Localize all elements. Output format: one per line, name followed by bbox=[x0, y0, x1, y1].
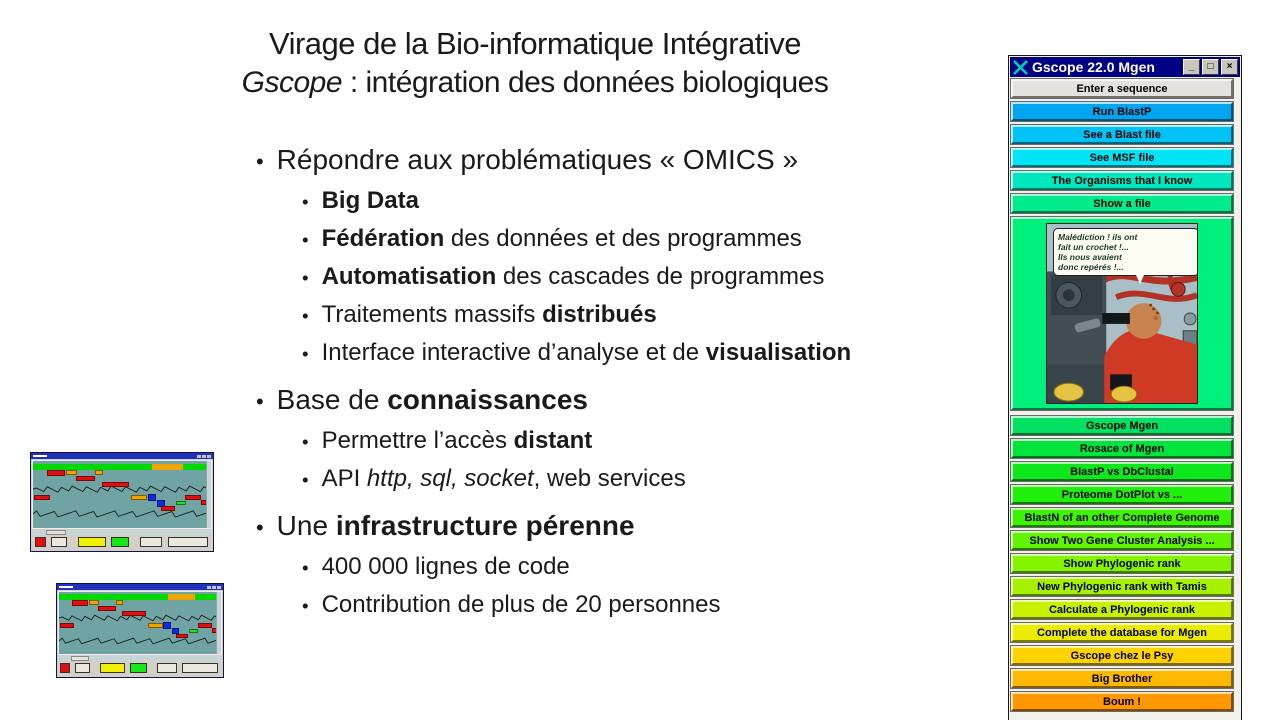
annotation-box-red[interactable] bbox=[161, 506, 174, 511]
bullet-text: Fédération des données et des programmes bbox=[321, 225, 802, 252]
bullet-marker: • bbox=[302, 229, 309, 250]
bullet-text: Base de connaissances bbox=[276, 384, 588, 415]
bullet-text: Interface interactive d’analyse et de visualisation bbox=[321, 339, 852, 366]
gscope-button-show-phylogenic-rank[interactable]: Show Phylogenic rank bbox=[1011, 554, 1233, 573]
bullet-marker: • bbox=[302, 343, 309, 364]
slide-title bbox=[185, 24, 885, 102]
gscope-button-big-brother[interactable]: Big Brother bbox=[1011, 669, 1233, 688]
gscope-button-calculate-a-phylogenic-rank[interactable]: Calculate a Phylogenic rank bbox=[1011, 600, 1233, 619]
gscope-button-proteome-dotplot-vs[interactable]: Proteome DotPlot vs ... bbox=[1011, 485, 1233, 504]
annotation-box-orange[interactable] bbox=[148, 623, 163, 628]
bullet-text: Répondre aux problématiques « OMICS » bbox=[276, 144, 799, 175]
mini-window-controls[interactable] bbox=[196, 455, 211, 458]
legend-button-2[interactable] bbox=[100, 663, 125, 673]
annotation-box-red[interactable] bbox=[76, 476, 96, 481]
gscope-button-blastn-of-an-other-complete-genome[interactable]: BlastN of an other Complete Genome bbox=[1011, 508, 1233, 527]
annotation-box-red[interactable] bbox=[102, 482, 129, 487]
annotation-box-blue[interactable] bbox=[163, 622, 170, 629]
gscope-button-enter-a-sequence[interactable]: Enter a sequence bbox=[1011, 79, 1233, 98]
gscope-button-see-msf-file[interactable]: See MSF file bbox=[1011, 148, 1233, 167]
annotation-box-red[interactable] bbox=[60, 623, 75, 628]
x-logo-icon bbox=[1012, 60, 1029, 75]
annotation-box-orange[interactable] bbox=[116, 600, 123, 605]
bullet-item bbox=[256, 182, 996, 220]
annotation-box-red[interactable] bbox=[122, 611, 146, 616]
annotation-box-green[interactable] bbox=[189, 629, 198, 633]
bullet-text: Traitements massifs distribués bbox=[321, 301, 657, 328]
bullet-item bbox=[256, 422, 996, 460]
annotation-box-red[interactable] bbox=[98, 606, 116, 611]
vertical-scrollbar[interactable] bbox=[206, 461, 211, 528]
legend-button-2[interactable] bbox=[78, 537, 105, 547]
scrollbar-thumb[interactable] bbox=[46, 530, 66, 535]
legend-button-4[interactable] bbox=[140, 537, 162, 547]
mini-titlebar[interactable] bbox=[31, 453, 213, 459]
annotation-box-red[interactable] bbox=[185, 495, 201, 500]
mini-title-text bbox=[59, 586, 73, 588]
bullet-text: Permettre l’accès distant bbox=[321, 427, 593, 454]
legend-row bbox=[31, 536, 213, 549]
genome-map-window-1 bbox=[30, 452, 214, 552]
bullet-item bbox=[256, 460, 996, 498]
bubble-line: Ils nous avaient bbox=[1058, 252, 1122, 262]
gscope-button-rosace-of-mgen[interactable]: Rosace of Mgen bbox=[1011, 439, 1233, 458]
gscope-window bbox=[1008, 55, 1242, 720]
genome-map-window-2 bbox=[56, 583, 224, 678]
gscope-button-show-two-gene-cluster-analysis[interactable]: Show Two Gene Cluster Analysis ... bbox=[1011, 531, 1233, 550]
annotation-box-orange[interactable] bbox=[95, 470, 103, 475]
bullet-item bbox=[256, 140, 996, 182]
bullet-marker: • bbox=[302, 595, 309, 616]
bullet-marker: • bbox=[256, 515, 264, 540]
bullet-text: 400 000 lignes de code bbox=[321, 553, 570, 580]
bullet-marker: • bbox=[302, 557, 309, 578]
title-gscope: Gscope bbox=[241, 66, 342, 99]
bubble-line: donc repérés !... bbox=[1058, 262, 1124, 272]
mini-title-text bbox=[33, 455, 47, 457]
genome-canvas bbox=[32, 460, 212, 529]
legend-button-5[interactable] bbox=[168, 537, 208, 547]
bullet-item bbox=[256, 548, 996, 586]
bullet-marker: • bbox=[302, 191, 309, 212]
bubble-line: fait un crochet !... bbox=[1058, 242, 1129, 252]
vertical-scrollbar[interactable] bbox=[216, 592, 221, 654]
gscope-button-show-a-file[interactable]: Show a file bbox=[1011, 194, 1233, 213]
annotation-box-orange[interactable] bbox=[66, 470, 77, 475]
annotation-box-orange[interactable] bbox=[89, 600, 99, 605]
gscope-bottom-buttons bbox=[1009, 414, 1241, 711]
annotation-box-orange[interactable] bbox=[131, 495, 147, 500]
legend-button-4[interactable] bbox=[157, 663, 177, 673]
gscope-button-gscope-mgen[interactable]: Gscope Mgen bbox=[1011, 416, 1233, 435]
bullet-marker: • bbox=[256, 149, 264, 174]
comic-panel bbox=[1011, 217, 1233, 410]
bullet-marker: • bbox=[256, 389, 264, 414]
bullet-text: Contribution de plus de 20 personnes bbox=[321, 591, 721, 618]
bullet-text: Big Data bbox=[321, 187, 419, 214]
gscope-top-buttons bbox=[1009, 77, 1241, 213]
bubble-line: Malédiction ! ils ont bbox=[1058, 232, 1138, 242]
title-line-2 bbox=[185, 64, 885, 102]
legend-button-3[interactable] bbox=[111, 537, 129, 547]
speech-bubble bbox=[1053, 228, 1198, 276]
legend-button-3[interactable] bbox=[130, 663, 147, 673]
annotation-box-green[interactable] bbox=[176, 501, 186, 506]
title-line-2-rest: : intégration des données biologiques bbox=[342, 66, 829, 99]
bullet-item bbox=[256, 220, 996, 258]
legend-button-5[interactable] bbox=[182, 663, 219, 673]
legend-button-1[interactable] bbox=[51, 537, 67, 547]
horizontal-scrollbar[interactable] bbox=[58, 656, 222, 661]
bullet-marker: • bbox=[302, 431, 309, 452]
bullet-item bbox=[256, 380, 996, 422]
annotation-box-red[interactable] bbox=[198, 623, 213, 628]
annotation-box-blue[interactable] bbox=[148, 494, 156, 501]
scrollbar-thumb[interactable] bbox=[71, 656, 89, 661]
annotation-box-red[interactable] bbox=[176, 634, 188, 639]
annotation-box-red[interactable] bbox=[47, 470, 65, 476]
window-controls bbox=[1181, 59, 1238, 75]
gscope-button-complete-the-database-for-mgen[interactable]: Complete the database for Mgen bbox=[1011, 623, 1233, 642]
gscope-button-run-blastp[interactable]: Run BlastP bbox=[1011, 102, 1233, 121]
bullet-item bbox=[256, 506, 996, 548]
gscope-button-blastp-vs-dbclustal[interactable]: BlastP vs DbClustal bbox=[1011, 462, 1233, 481]
bullet-item bbox=[256, 296, 996, 334]
genome-canvas bbox=[58, 591, 222, 655]
bullet-item bbox=[256, 586, 996, 624]
mini-titlebar[interactable] bbox=[57, 584, 223, 590]
bullet-text: Une infrastructure pérenne bbox=[276, 510, 635, 541]
maximize-button[interactable]: □ bbox=[1202, 59, 1219, 75]
bullet-marker: • bbox=[302, 469, 309, 490]
legend-button-0[interactable] bbox=[60, 663, 70, 673]
bullet-list bbox=[256, 140, 996, 624]
bullet-item bbox=[256, 334, 996, 372]
bullet-marker: • bbox=[302, 267, 309, 288]
gscope-window-title: Gscope 22.0 Mgen bbox=[1032, 59, 1155, 75]
gscope-button-see-a-blast-file[interactable]: See a Blast file bbox=[1011, 125, 1233, 144]
mini-window-controls[interactable] bbox=[206, 586, 221, 589]
legend-button-0[interactable] bbox=[35, 537, 46, 547]
bullet-marker: • bbox=[302, 305, 309, 326]
bullet-item bbox=[256, 258, 996, 296]
legend-row bbox=[57, 662, 223, 675]
minimize-button[interactable]: _ bbox=[1183, 59, 1200, 75]
comic-illustration bbox=[1046, 223, 1198, 404]
gscope-button-new-phylogenic-rank-with-tamis[interactable]: New Phylogenic rank with Tamis bbox=[1011, 577, 1233, 596]
close-button[interactable]: × bbox=[1221, 59, 1238, 75]
gscope-button-the-organisms-that-i-know[interactable]: The Organisms that I know bbox=[1011, 171, 1233, 190]
gscope-titlebar[interactable] bbox=[1010, 57, 1240, 77]
gscope-button-boum[interactable]: Boum ! bbox=[1011, 692, 1233, 711]
bullet-text: API http, sql, socket, web services bbox=[321, 465, 686, 492]
annotation-box-red[interactable] bbox=[34, 495, 50, 500]
bullet-text: Automatisation des cascades de programmes bbox=[321, 263, 825, 290]
annotation-box-red[interactable] bbox=[72, 600, 88, 606]
horizontal-scrollbar[interactable] bbox=[32, 530, 212, 535]
title-line-1: Virage de la Bio-informatique Intégrative bbox=[268, 26, 802, 61]
legend-button-1[interactable] bbox=[75, 663, 90, 673]
gscope-button-gscope-chez-le-psy[interactable]: Gscope chez le Psy bbox=[1011, 646, 1233, 665]
